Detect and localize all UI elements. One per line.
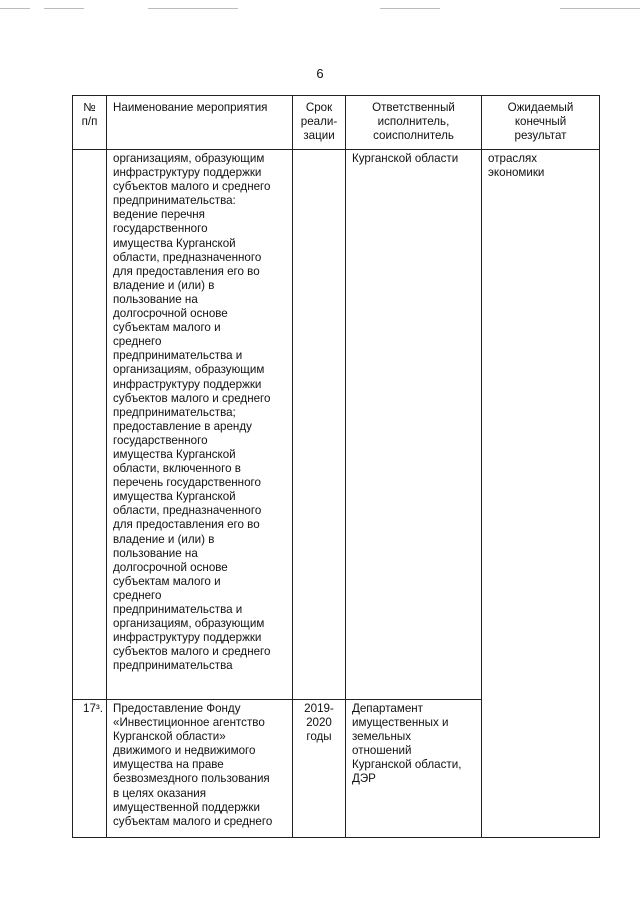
row-result: отраслях экономики [482,150,600,838]
measures-table [72,95,600,838]
scan-artifact [560,8,640,9]
row-measure-name: организациям, образующим инфраструктуру поддержки субъектов малого и среднего предпринимательства: ведение перечня государственного имущества Курганской области, предназначенного для предоставления его во владение и (или) в пользование на долгосрочной основе субъектам малого и среднего предпринимательства и организациям, образующим инфраструктуру поддержки субъектов малого и среднего предпринимательства; предоставление в аренду государственного имущества Курганской области, включенного в перечень государственного имущества Курганской области, предназначенного для предоставления его во владение и (или) в пользование на долгосрочной основе субъектам малого и среднего предпринимательства и организациям, образующим инфраструктуру поддержки субъектов малого и среднего предпринимательства [107,150,293,700]
row-executor: Курганской области [346,150,482,700]
table-header-row [73,96,600,150]
header-result: Ожидаемый конечный результат [482,96,600,150]
page-number: 6 [316,66,324,81]
row-number [73,150,107,700]
scan-artifact [0,8,30,9]
table-row [73,150,600,700]
scan-artifact [148,8,238,9]
row-measure-name: Предоставление Фонду «Инвестиционное агентство Курганской области» движимого и недвижимого имущества на праве безвозмездного пользования в целях оказания имущественной поддержки субъектам малого и среднего [107,700,293,838]
row-term: 2019- 2020 годы [293,700,346,838]
header-measure-name: Наименование мероприятия [107,96,293,150]
header-term: Срок реали- зации [293,96,346,150]
header-executor: Ответственный исполнитель, соисполнитель [346,96,482,150]
scan-artifact [44,8,84,9]
row-number: 17³. [73,700,107,838]
row-executor: Департамент имущественных и земельных отношений Курганской области, ДЭР [346,700,482,838]
row-term [293,150,346,700]
header-number: № п/п [73,96,107,150]
scan-artifact [380,8,440,9]
